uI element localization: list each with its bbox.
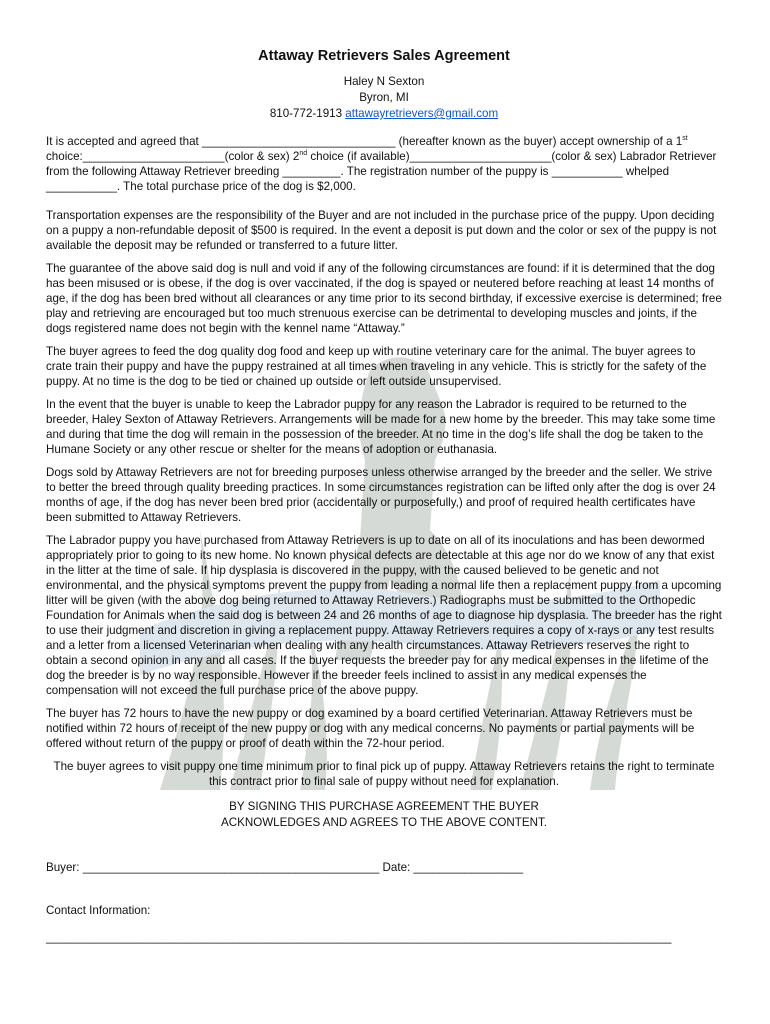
paragraph-guarantee: The guarantee of the above said dog is null and void if any of the following circumstances are found: if it is determined that the dog has been misused or is obese, if the dog is over vaccinated, if the dog is spayed or neutered before reaching at least 14 months of age, if the dog has been bred without all clearances or any time prior to its second birthday, if excessive exercise is determined; free play and retrieving are encouraged but too much strenuous exercise can be detrimental to developing muscles and joints, if the dogs registered name does not begin with the kennel name “Attaway.” [46,262,722,335]
paragraph-breeding: Dogs sold by Attaway Retrievers are not for breeding purposes unless otherwise arranged by the breeder and the seller. We strive to better the breed through quality breeding practices. In some circumstances registration can be lifted only after the dog is over 24 months of age, if the dog has never been bred prior (accidentally or purposefully,) and proof of required health certificates have been submitted to Attaway Retrievers. [46,466,716,524]
acknowledgement [46,799,722,831]
intro-sup-2: nd [299,150,308,158]
contact-phone-email [46,106,722,122]
paragraph-care: The buyer agrees to feed the dog quality dog food and keep up with routine veterinary care for the animal. The buyer agrees to crate train their puppy and have the puppy restrained at all times when traveling in any vehicle. This is strictly for the safety of the puppy. At no time is the dog to be tied or chained up outside or left outside unsupervised. [46,345,707,388]
contact-email-link[interactable]: attawayretrievers@gmail.com [345,107,499,120]
document-page [46,48,722,944]
contact-location: Byron, MI [359,91,409,104]
contact-phone: 810-772-1913 [269,107,343,120]
signature-line: Buyer: ______________________________________________ Date: _________________ [46,861,524,874]
paragraph-return: In the event that the buyer is unable to keep the Labrador puppy for any reason the Labrador is required to be returned to the breeder, Haley Sexton of Attaway Retrievers. Arrangements will be made for a new home by the breeder. This may take some time and during that time the dog will remain in the possession of the breeder. At no time in the dog’s life shall the dog be taken to the Humane Society or any other rescue or shelter for the means of adoption or euthanasia. [46,398,716,456]
document-title: Attaway Retrievers Sales Agreement [258,48,510,64]
paragraph-health: The Labrador puppy you have purchased from Attaway Retrievers is up to date on all of its inoculations and has been dewormed appropriately prior to going to its new home. No known physical defects are detectable at this age nor do we know of any that exist in the litter at the time of sale. If hip dysplasia is discovered in the puppy, with the caused believed to be genetic and not environmental, and the physical symptoms prevent the puppy from leading a normal life then a replacement puppy from a upcoming litter will be given (with the above dog being returned to Attaway Retrievers.) Radiographs must be submitted to the Orthopedic Foundation for Animals when the said dog is between 24 and 26 months of age to diagnose hip dysplasia. The breeder has the right to use their judgment and discretion in giving a replacement puppy. Attaway Retrievers requires a copy of x-rays or any test results and a letter from a licensed Veterinarian when dealing with any health circumstances. Attaway Retrievers reserves the right to obtain a second opinion in any and all cases. If the buyer requests the breeder pay for any medical expenses in the lifetime of the dog the breeder is by no way responsible. However if the breeder feels inclined to assist in any medical expenses the compensation will not exceed the full purchase price of the above puppy. [46,534,722,697]
paragraph-visit: The buyer agrees to visit puppy one time minimum prior to final pick up of puppy. Attaway Retrievers retains the right to terminate this contract prior to final sale of puppy without need for explanation. [53,760,715,788]
acknowledgement-line-2: ACKNOWLEDGES AND AGREES TO THE ABOVE CONTENT. [221,816,547,829]
paragraph-transportation: Transportation expenses are the responsibility of the Buyer and are not included in the purchase price of the puppy. Upon deciding on a puppy a non-refundable deposit of $500 is required. In the event a deposit is put down and the color or sex of the puppy is not available the deposit may be refunded or transferred to a future litter. [46,209,717,252]
intro-paragraph [46,134,722,194]
contact-label: Contact Information: [46,904,151,917]
contact-blank-line: _________________________________________________________________________________________________ [46,931,672,944]
intro-text-2: choice:______________________(color & sex) 2 [46,150,300,163]
intro-sup-1: st [682,135,688,143]
intro-text-1: It is accepted and agreed that ______________________________ (hereafter known as the buyer) accept ownership of a 1 [46,135,683,148]
acknowledgement-line-1: BY SIGNING THIS PURCHASE AGREEMENT THE BUYER [229,800,539,813]
intro-text-3: choice (if available)______________________(color & sex) Labrador Retriever from the following Attaway Retriever breeding _________. The registration number of the puppy is ___________ whelped ___________. The total purchase price of the dog is $2,000. [46,150,717,193]
contact-name: Haley N Sexton [343,75,425,88]
paragraph-vet-exam: The buyer has 72 hours to have the new puppy or dog examined by a board certified Veterinarian. Attaway Retrievers must be notified within 72 hours of receipt of the new puppy or dog with any medical concerns. No payments or partial payments will be offered without return of the puppy or proof of death within the 72-hour period. [46,707,695,750]
